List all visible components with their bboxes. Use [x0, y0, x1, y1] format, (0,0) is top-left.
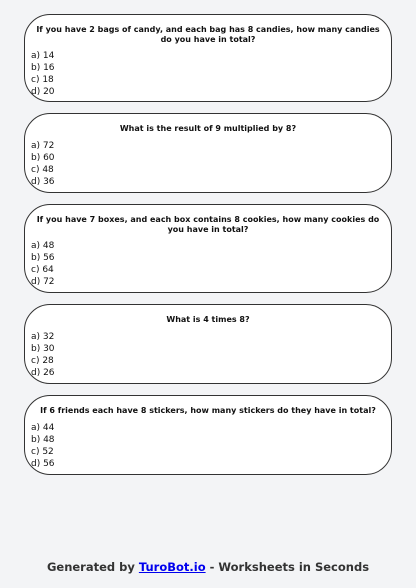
turobot-link[interactable]: TuroBot.io: [138, 560, 206, 574]
question-text: If 6 friends each have 8 stickers, how many stickers do they have in total?: [40, 406, 376, 415]
answer-options: [31, 331, 55, 379]
answer-option: a) 72: [31, 141, 55, 151]
answer-option: b) 56: [31, 253, 55, 263]
question-card: [24, 204, 392, 293]
answer-option: b) 60: [31, 153, 55, 163]
answer-option: d) 20: [31, 87, 55, 97]
question-text: If you have 7 boxes, and each box contains 8 cookies, how many cookies do you have in total?: [36, 215, 380, 234]
answer-option: b) 48: [31, 435, 55, 445]
answer-options: [31, 140, 55, 188]
question-text: What is the result of 9 multiplied by 8?: [119, 124, 297, 133]
answer-option: c) 48: [31, 165, 54, 175]
footer: [0, 560, 416, 574]
answer-options: [31, 422, 55, 470]
footer-prefix: Generated by: [46, 560, 139, 574]
answer-option: a) 44: [31, 423, 55, 433]
question-card: [24, 113, 392, 193]
answer-option: b) 30: [31, 344, 55, 354]
answer-option: a) 14: [31, 51, 55, 61]
footer-suffix: - Worksheets in Seconds: [205, 560, 370, 574]
answer-option: c) 18: [31, 75, 54, 85]
answer-options: [31, 50, 55, 98]
answer-option: d) 26: [31, 368, 55, 378]
answer-option: c) 64: [31, 265, 54, 275]
question-text: What is 4 times 8?: [166, 315, 250, 324]
answer-option: a) 32: [31, 332, 55, 342]
answer-option: c) 52: [31, 447, 54, 457]
question-card: [24, 304, 392, 384]
answer-option: d) 56: [31, 459, 55, 469]
question-card: [24, 14, 392, 102]
answer-option: c) 28: [31, 356, 54, 366]
answer-option: b) 16: [31, 63, 55, 73]
question-card: [24, 395, 392, 475]
question-text: If you have 2 bags of candy, and each bag has 8 candies, how many candies do you have in total?: [36, 25, 380, 44]
answer-option: d) 36: [31, 177, 55, 187]
answer-option: a) 48: [31, 241, 55, 251]
answer-options: [31, 240, 55, 288]
answer-option: d) 72: [31, 277, 55, 287]
